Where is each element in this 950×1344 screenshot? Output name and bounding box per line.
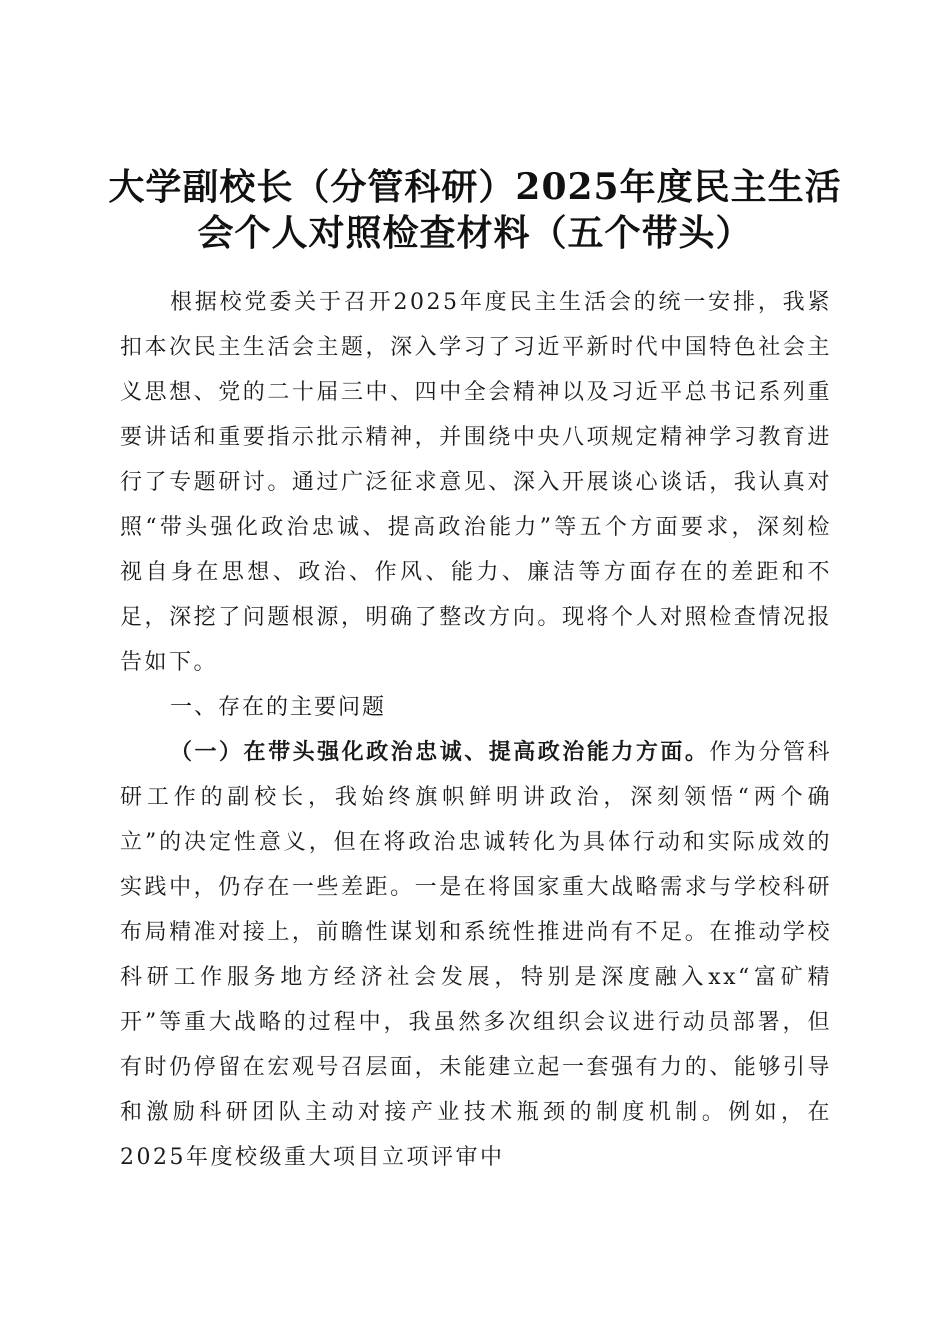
subsection-body-1: 作为分管科研工作的副校长，我始终旗帜鲜明讲政治，深刻领悟“两个确立”的决定性意义，但在将政治忠诚转化为具体行动和实际成效的实践中，仍存在一些差距。一是在将国家重大战略需求与学校科研布局精准对接上，前瞻性谋划和系统性推进尚有不足。在推动学校科研工作服务地方经济社会发展，特别是深度融入xx“富矿精开”等重大战略的过程中，我虽然多次组织会议进行动员部署，但有时仍停留在宏观号召层面，未能建立起一套强有力的、能够引导和激励科研团队主动对接产业技术瓶颈的制度机制。例如，在2025年度校级重大项目立项评审中 xyxy=(120,740,832,1170)
section-heading-1: 一、存在的主要问题 xyxy=(170,695,387,720)
title-line-2: 会个人对照检查材料（五个带头） xyxy=(197,212,753,255)
title-line-1: 大学副校长（分管科研）2025年度民主生活 xyxy=(108,166,842,209)
document-body xyxy=(120,280,832,1180)
subsection-heading-1: （一）在带头强化政治忠诚、提高政治能力方面。 xyxy=(170,739,710,765)
subsection-paragraph-1 xyxy=(120,730,832,1180)
intro-paragraph: 根据校党委关于召开2025年度民主生活会的统一安排，我紧扣本次民主生活会主题，深入学习了习近平新时代中国特色社会主义思想、党的二十届三中、四中全会精神以及习近平总书记系列重要讲话和重要指示批示精神，并围绕中央八项规定精神学习教育进行了专题研讨。通过广泛征求意见、深入开展谈心谈话，我认真对照“带头强化政治忠诚、提高政治能力”等五个方面要求，深刻检视自身在思想、政治、作风、能力、廉洁等方面存在的差距和不足，深挖了问题根源，明确了整改方向。现将个人对照检查情况报告如下。 xyxy=(120,290,832,675)
document-title xyxy=(100,164,850,256)
